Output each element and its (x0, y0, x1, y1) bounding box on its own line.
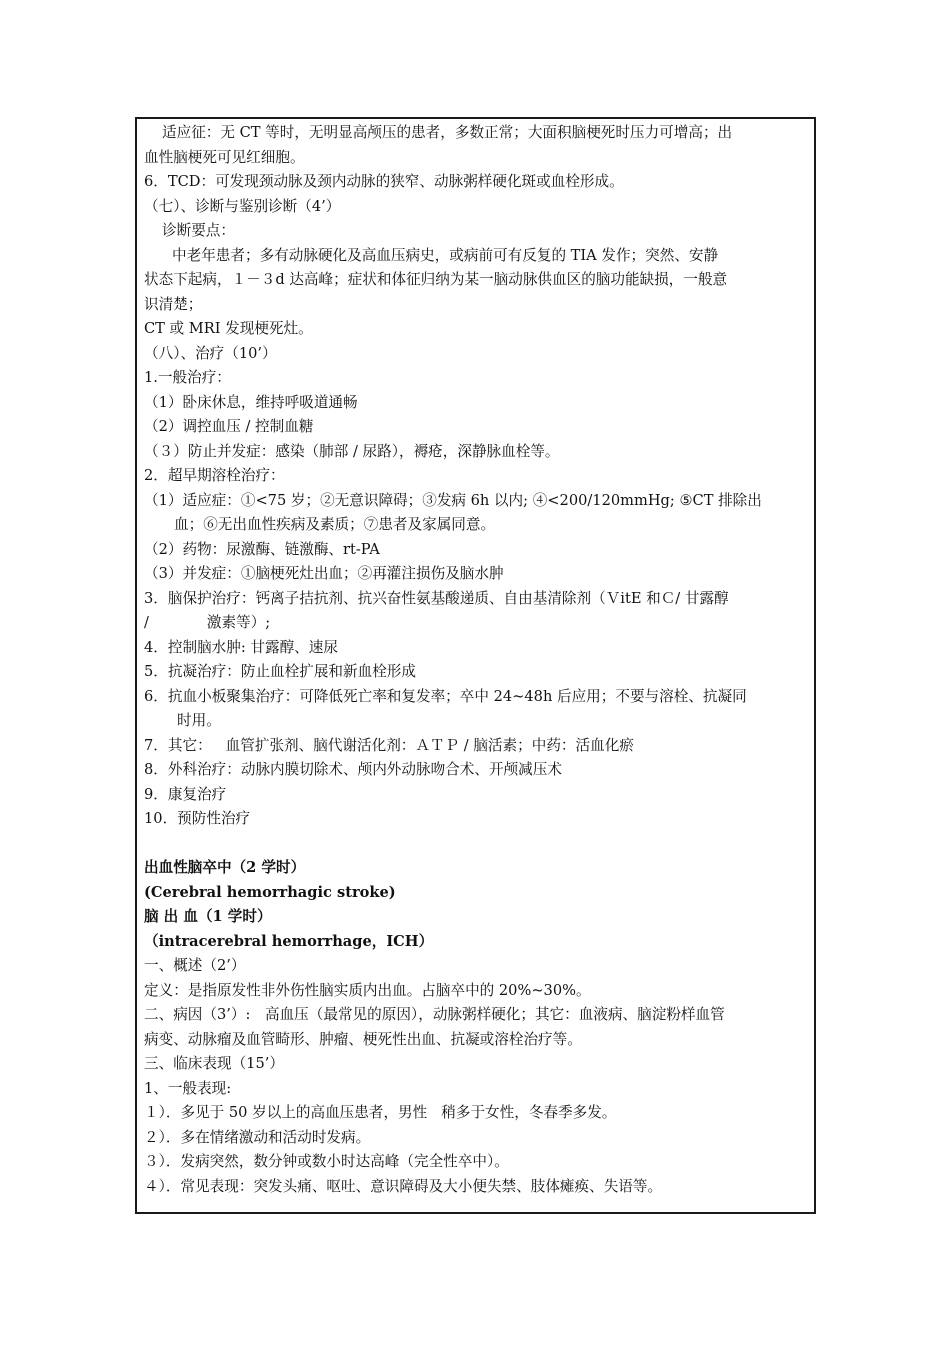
text-line: 6．TCD：可发现颈动脉及颈内动脉的狭窄、动脉粥样硬化斑或血栓形成。 (144, 173, 624, 190)
text-line: 2．超早期溶栓治疗： (144, 467, 285, 484)
text-line (144, 734, 808, 759)
section-heading: （七）、诊断与鉴别诊断（4’） (144, 197, 341, 215)
text-line: 血；⑥无出血性疾病及素质；⑦患者及家属同意。 (174, 516, 496, 533)
text-line: 时用。 (177, 712, 221, 729)
section-heading: （八）、治疗（10’） (144, 344, 277, 362)
section-subtitle: （intracerebral hemorrhage，ICH） (144, 932, 434, 950)
text-line: 3．脑保护治疗：钙离子拮抗剂、抗兴奋性氨基酸递质、自由基清除剂（ＶitE 和Ｃ/ 甘露醇 (144, 589, 729, 607)
chapter-subtitle: (Cerebral hemorrhagic stroke) (144, 883, 396, 901)
text-line: 8．外科治疗：动脉内膜切除术、颅内外动脉吻合术、开颅减压术 (144, 761, 562, 778)
text-line: ４）．常见表现：突发头痛、呕吐、意识障碍及大小便失禁、肢体瘫痪、失语等。 (144, 1177, 663, 1195)
text-line: （2）药物：尿激酶、链激酶、rt-PA (144, 540, 380, 558)
section-heading: 三、临床表现（15’） (144, 1055, 284, 1072)
section-title: 脑 出 血（1 学时） (144, 908, 272, 925)
document-frame (135, 117, 816, 1214)
text-line (144, 611, 808, 636)
text-line: 诊断要点： (162, 222, 235, 239)
text-line: 6．抗血小板聚集治疗：可降低死亡率和复发率；卒中 24~48h 后应用；不要与溶栓、抗凝同 (144, 687, 747, 705)
text-line: 10．预防性治疗 (144, 810, 251, 827)
chapter-title: 出血性脑卒中（2 学时） (144, 859, 306, 876)
text-line: （1）卧床休息，维持呼吸道通畅 (144, 393, 358, 411)
text-line (144, 1101, 808, 1126)
text-line: 二、病因（3’）: 高血压（最常见的原因），动脉粥样硬化；其它：血液病、脑淀粉样血管 (144, 1006, 725, 1023)
text-line: （1）适应症：①<75 岁；②无意识障碍；③发病 6h 以内; ④<200/120mmHg; ⑤CT 排除出 (144, 491, 762, 509)
text-line: 状态下起病，１－３d 达高峰；症状和体征归纳为某一脑动脉供血区的脑功能缺损，一般意 (144, 271, 728, 288)
text-line: ２）．多在情绪激动和活动时发病。 (144, 1128, 371, 1146)
text-line: 1.一般治疗： (144, 369, 231, 386)
text-line: 5．抗凝治疗：防止血栓扩展和新血栓形成 (144, 663, 416, 680)
text-line: ３）．发病突然，数分钟或数小时达高峰（完全性卒中）。 (144, 1153, 509, 1170)
section-heading: 一、概述（2’） (144, 957, 246, 974)
text-fragment: 7．其它： (144, 736, 212, 754)
text-line: （2）调控血压 / 控制血糖 (144, 418, 314, 435)
text-line: 适应征：无 CT 等时，无明显高颅压的患者，多数正常；大面积脑梗死时压力可增高；出 (162, 124, 733, 141)
text-line: （3）并发症：①脑梗死灶出血；②再灌注损伤及脑水肿 (144, 565, 504, 582)
text-line: 中老年患者；多有动脉硬化及高血压病史，或病前可有反复的 TIA 发作；突然、安静 (172, 246, 719, 264)
text-fragment: １）．多见于 50 岁以上的高血压患者，男性 (144, 1104, 428, 1121)
text-line: 定义：是指原发性非外伤性脑实质内出血。占脑卒中的 20%~30%。 (144, 981, 591, 999)
text-line: 4．控制脑水肿: 甘露醇、速尿 (144, 638, 338, 656)
spacer (144, 832, 808, 857)
text-line: 1、一般表现: (144, 1079, 232, 1097)
text-fragment: 血管扩张剂、脑代谢活化剂：ＡＴＰ / 脑活素；中药：活血化瘀 (225, 736, 634, 754)
text-line: 9．康复治疗 (144, 785, 227, 803)
text-fragment: 激素等）; (206, 614, 271, 631)
text-line: 病变、动脉瘤及血管畸形、肿瘤、梗死性出血、抗凝或溶栓治疗等。 (144, 1030, 582, 1048)
text-line: CT 或 MRI 发现梗死灶。 (144, 320, 313, 337)
text-line: （３）防止并发症：感染（肺部 / 尿路），褥疮，深静脉血栓等。 (144, 442, 560, 460)
text-fragment: 稍多于女性，冬春季多发。 (441, 1104, 617, 1121)
text-fragment: / (144, 614, 149, 631)
text-line: 识清楚； (144, 295, 203, 313)
text-line: 血性脑梗死可见红细胞。 (144, 148, 305, 166)
